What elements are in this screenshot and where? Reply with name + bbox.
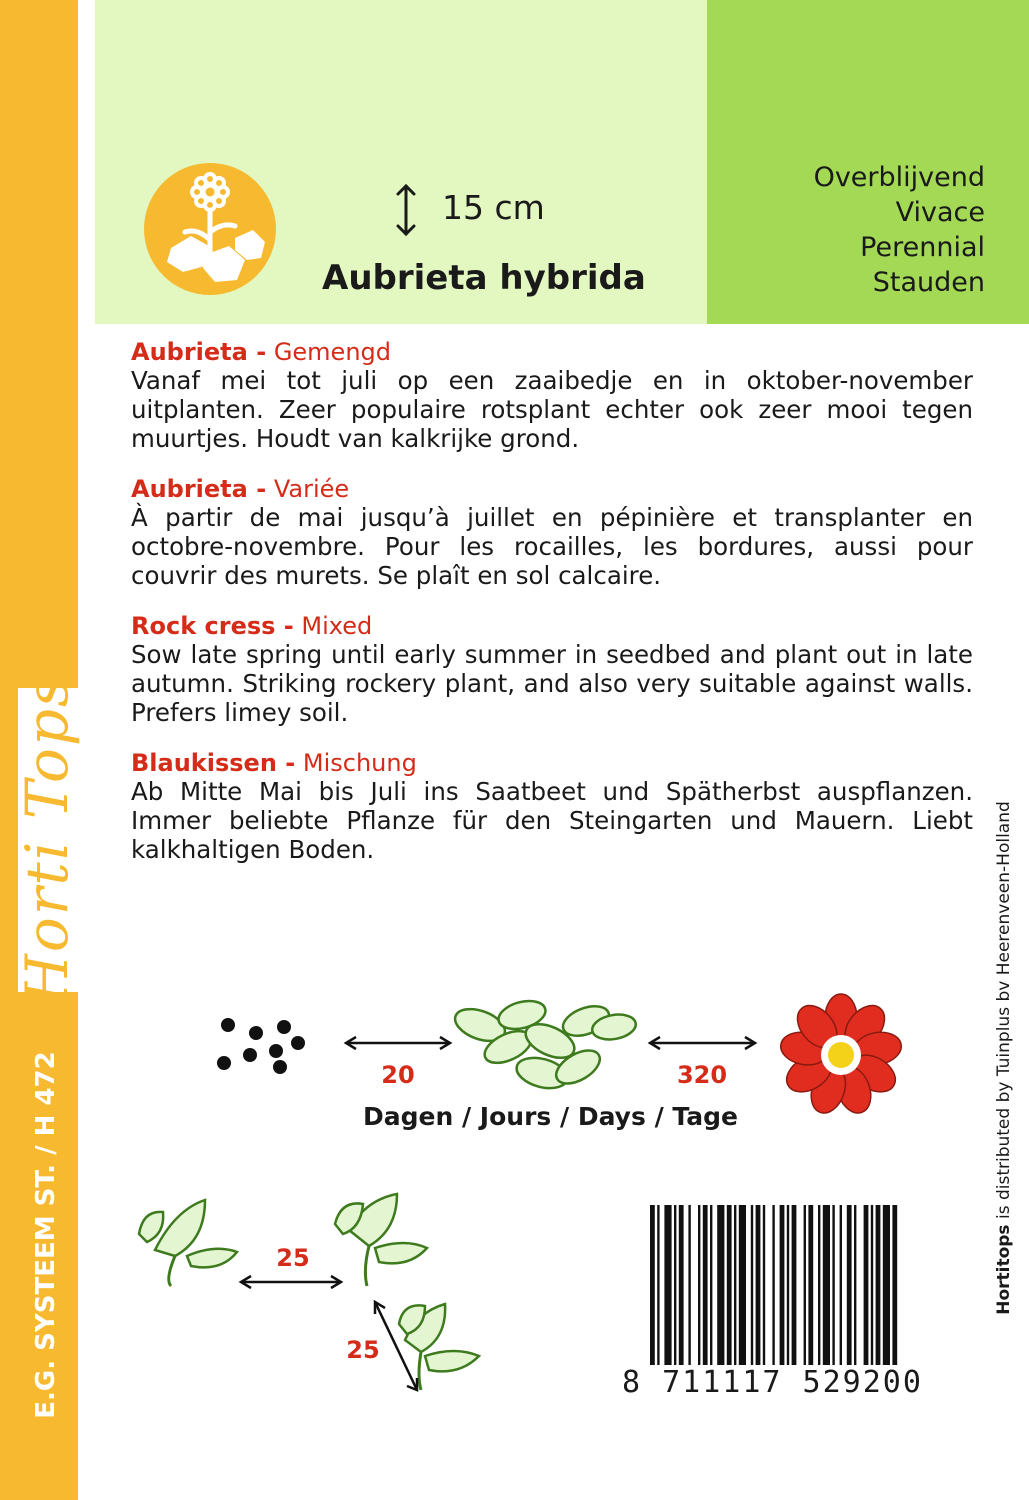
barcode-bar [650,1205,655,1365]
barcode-bar [756,1205,761,1365]
lifecycle-type: Perennial [860,232,985,263]
barcode-bar [688,1205,690,1365]
section-text: À partir de mai jusqu’à juillet en pépinière et transplanter en octobre-novembre. Pour les rocailles, les bordures, aussi pour couvrir des murets. Se plaît en sol calcaire. [131,503,973,590]
barcode-bar [840,1205,842,1365]
section-heading: Rock cress - Mixed [131,612,373,640]
seeds-icon [217,1018,305,1074]
description-list [131,338,973,886]
distributor-note: Hortitops is distributed by Tuinplus bv Heerenveen-Holland [994,801,1014,1315]
flowering-days: 320 [676,1061,728,1089]
barcode-bar [892,1205,897,1365]
lifecycle-type: Vivace [895,197,985,228]
plant-height: 15 cm [442,188,545,227]
barcode-bar [698,1205,700,1365]
barcode-bar [717,1205,724,1365]
barcode-bar [739,1205,746,1365]
barcode-bar [864,1205,869,1365]
plant-spacing-value: 25 [346,1336,380,1364]
barcode-bar [751,1205,753,1365]
barcode-bar [703,1205,708,1365]
barcode-bar [808,1205,813,1365]
germination-arrow [346,1037,450,1049]
barcode-bar [727,1205,732,1365]
barcode [650,1205,934,1365]
description-english [131,612,973,727]
lifecycle-type: Overblijvend [813,162,985,193]
flowering-arrow [650,1037,755,1049]
barcode-bar [847,1205,852,1365]
seedlings-icon [451,996,638,1093]
barcode-bar [763,1205,765,1365]
barcode-bar [679,1205,684,1365]
barcode-bar [772,1205,774,1365]
section-heading: Blaukissen - Mischung [131,749,417,777]
barcode-bar [871,1205,873,1365]
barcode-bar [734,1205,736,1365]
barcode-bar [832,1205,834,1365]
barcode-bar [823,1205,830,1365]
product-code: E.G. SYSTEEM ST. / H 472 [31,1051,61,1419]
lifecycle-type-list [814,160,985,300]
sunny-plant-icon [143,162,277,296]
barcode-number: 8 711117 529200 [622,1365,923,1400]
description-dutch [131,338,973,453]
description-french [131,475,973,590]
section-text: Vanaf mei tot juli op een zaaibedje en in oktober-november uitplanten. Zeer populaire rotsplant echter ook zeer mooi tegen muurtjes. Houdt van kalkrijke grond. [131,366,973,453]
barcode-bar [787,1205,789,1365]
barcode-bar [710,1205,712,1365]
barcode-bar [876,1205,881,1365]
lifecycle-type: Stauden [872,267,985,298]
barcode-bar [804,1205,806,1365]
barcode-bar [780,1205,785,1365]
barcode-bar [883,1205,890,1365]
barcode-bar [818,1205,820,1365]
barcode-bar [657,1205,659,1365]
spacing-diagram [135,1190,515,1400]
row-spacing-value: 25 [276,1244,310,1272]
section-heading: Aubrieta - Variée [131,475,350,503]
brand-logo: Horti Tops [13,675,81,1005]
barcode-bar [792,1205,797,1365]
barcode-bar [664,1205,671,1365]
section-text: Sow late spring until early summer in seedbed and plant out in late autumn. Striking rockery plant, and also very suitable against walls. Prefers limey soil. [131,640,973,727]
barcode-bar [854,1205,856,1365]
barcode-bar [674,1205,676,1365]
species-name: Aubrieta hybrida [322,258,646,298]
days-label: Dagen / Jours / Days / Tage [363,1102,738,1131]
description-german [131,749,973,864]
row-spacing-arrow [241,1276,341,1288]
section-text: Ab Mitte Mai bis Juli ins Saatbeet und Spätherbst auspflanzen. Immer beliebte Pflanze für den Steingarten und Mauern. Liebt kalkhaltigen Boden. [131,777,973,864]
germination-days: 20 [381,1061,415,1089]
flower-icon [776,990,906,1120]
section-heading: Aubrieta - Gemengd [131,338,391,366]
height-arrow-icon [392,182,420,238]
